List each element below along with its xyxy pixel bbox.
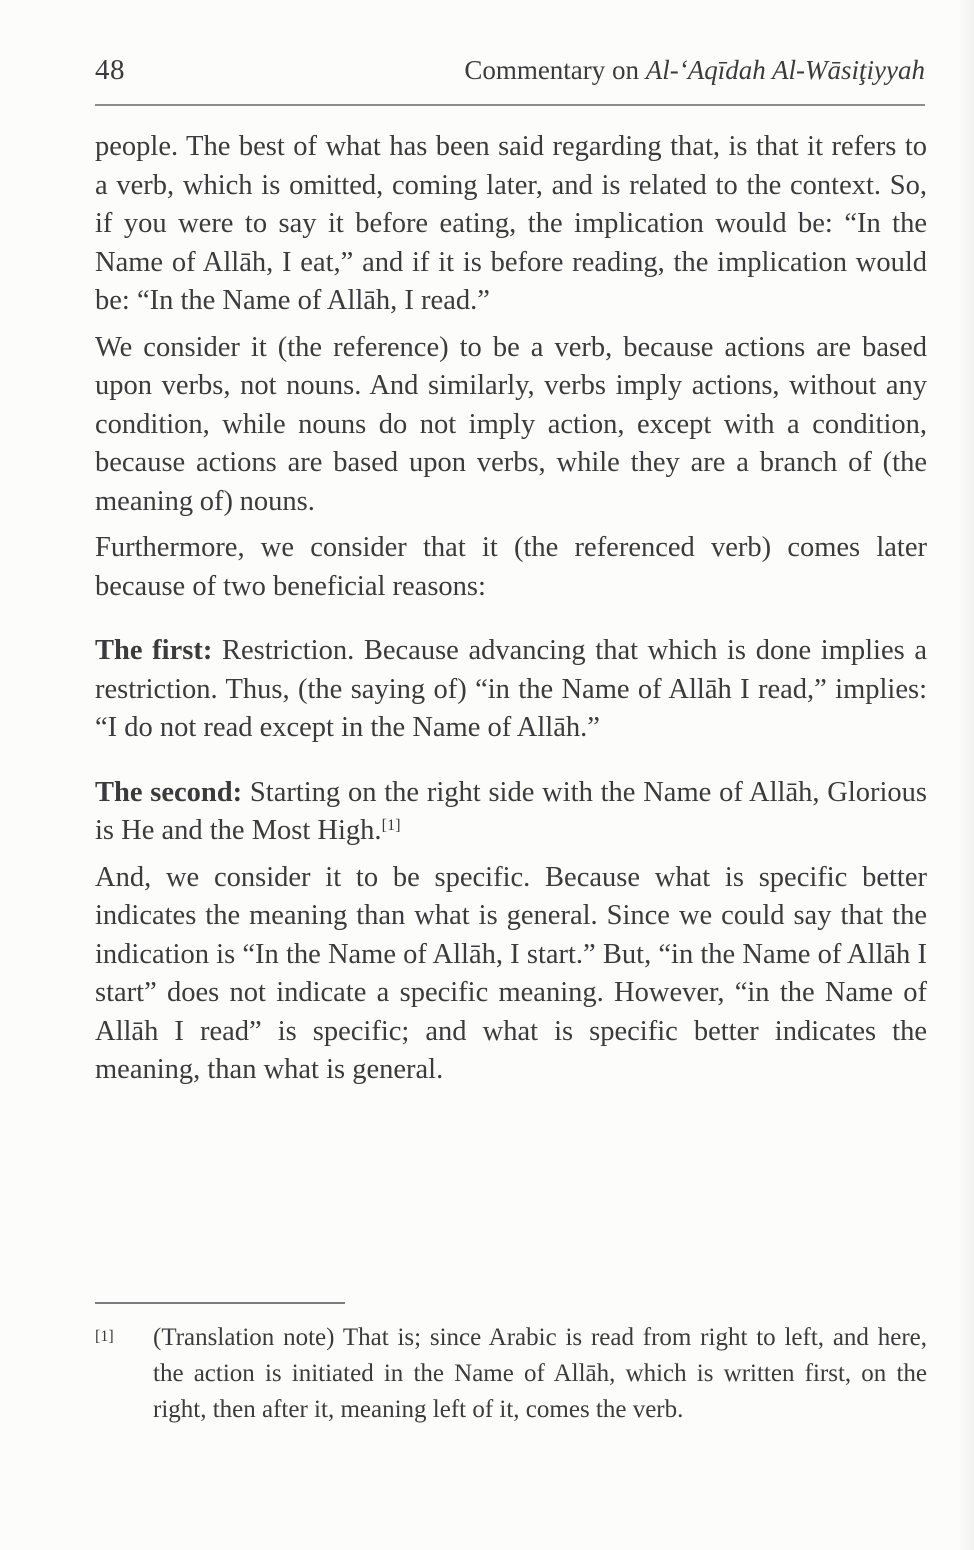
running-head-title-italic: Al-‘Aqīdah Al-Wāsiţiyyah: [645, 55, 925, 85]
page-number: 48: [95, 54, 125, 86]
paragraph-2: We consider it (the reference) to be a verb, because actions are based upon verbs, not nouns. And similarly, verbs imply actions, without any condition, while nouns do not imply action, except with a condition, because actions are based upon verbs, while they are a branch of (the meaning of) nouns.: [95, 331, 927, 517]
paragraph-5-the-second: [95, 774, 927, 851]
running-head-title: [464, 57, 925, 84]
paragraph-4-text: Restriction. Because advancing that which is done implies a restriction. Thus, (the saying of) “in the Name of Allāh I read,” implies: “I do not read except in the Name of Allāh.”: [95, 635, 928, 743]
paragraph-1: people. The best of what has been said regarding that, is that it refers to a verb, which is omitted, coming later, and is related to the context. So, if you were to say it before eating, the implication would be: “In the Name of Allāh, I eat,” and if it is before reading, the implication would be: “In the Name of Allāh, I read.”: [95, 131, 927, 316]
header-rule: [95, 104, 925, 106]
footnote-block: [95, 1320, 927, 1428]
footnote-marker: [1]: [95, 1328, 114, 1345]
running-head-title-prefix: Commentary on: [464, 55, 646, 85]
scan-edge-shadow: [958, 0, 974, 1550]
paragraph-4-lead: The first:: [95, 635, 213, 666]
paragraph-4-the-first: [95, 632, 927, 748]
footnote-text: (Translation note) That is; since Arabic is read from right to left, and here, the action is initiated in the Name of Allāh, which is written first, on the right, then after it, meaning left of it, comes the verb.: [153, 1324, 927, 1423]
running-head: [95, 56, 925, 98]
footnote-reference-1[interactable]: [1]: [381, 816, 401, 834]
paragraph-5-text: Starting on the right side with the Name of Allāh, Glorious is He and the Most High.: [95, 776, 928, 846]
paragraph-6: And, we consider it to be specific. Because what is specific better indicates the meaning than what is general. Since we could say that the indication is “In the Name of Allāh, I start.” But, “in the Name of Allāh I start” does not indicate a specific meaning. However, “in the Name of Allāh I read” is specific; and what is specific better indicates the meaning, than what is general.: [95, 861, 927, 1085]
body-text-column: [95, 128, 927, 1090]
footnote-separator-rule: [95, 1302, 345, 1304]
paragraph-3: Furthermore, we consider that it (the referenced verb) comes later because of two beneficial reasons:: [95, 532, 927, 602]
paragraph-5-lead: The second:: [95, 776, 243, 808]
